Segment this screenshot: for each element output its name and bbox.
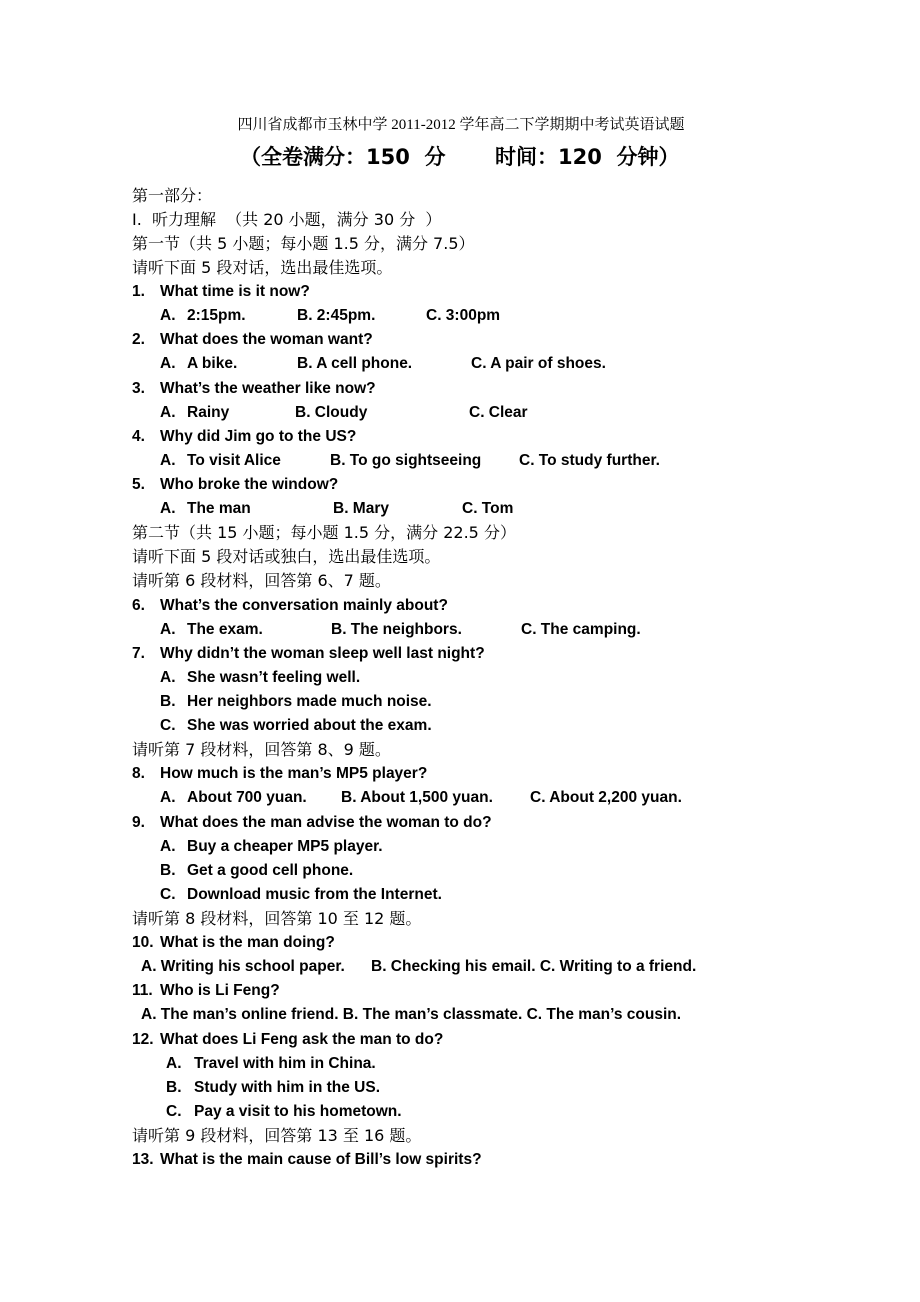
option-c: C. Clear (469, 404, 528, 421)
option-b: B. Cloudy (295, 404, 368, 421)
option-b: Study with him in the US. (194, 1079, 380, 1096)
section2-instruction: 请听下面 5 段对话或独白，选出最佳选项。 (132, 547, 441, 566)
option-letter: A. (160, 621, 176, 638)
question-text: What’s the weather like now? (160, 380, 376, 397)
question-number: 3. (132, 380, 145, 397)
question-text: Why did Jim go to the US? (160, 428, 357, 445)
question-number: 10. (132, 934, 154, 951)
full-score: （全卷满分：150 分 (240, 145, 446, 169)
question-text: What does Li Feng ask the man to do? (160, 1031, 444, 1048)
material-instruction: 请听第 9 段材料，回答第 13 至 16 题。 (132, 1126, 422, 1145)
option-letter: A. (160, 307, 176, 324)
exam-title: 四川省成都市玉林中学 2011-2012 学年高二下学期期中考试英语试题 (237, 117, 685, 133)
option-a: Buy a cheaper MP5 player. (187, 838, 383, 855)
option-a: Travel with him in China. (194, 1055, 376, 1072)
option-letter: C. (160, 717, 176, 734)
option-c: She was worried about the exam. (187, 717, 432, 734)
option-letter: A. (160, 838, 176, 855)
option-letter: A. (160, 669, 176, 686)
option-b: B. A cell phone. (297, 355, 413, 372)
option-a: Rainy (187, 404, 230, 421)
option-letter: A. (160, 500, 176, 517)
option-letter: B. (160, 862, 176, 879)
time-limit: 时间：120 分钟） (495, 145, 680, 169)
question-number: 12. (132, 1031, 154, 1048)
option-b: B. To go sightseeing (330, 452, 482, 469)
question-text: Why didn’t the woman sleep well last night? (160, 645, 485, 662)
option-letter: A. (160, 355, 176, 372)
option-a: About 700 yuan. (187, 789, 307, 806)
option-a: A. Writing his school paper. (141, 958, 345, 975)
option-c: Pay a visit to his hometown. (194, 1103, 402, 1120)
section1-heading: 第一节（共 5 小题；每小题 1.5 分，满分 7.5） (132, 234, 475, 253)
option-a: To visit Alice (187, 452, 281, 469)
question-text: Who broke the window? (160, 476, 339, 493)
option-letter: C. (166, 1103, 182, 1120)
option-c: C. Tom (462, 500, 514, 517)
question-text: What is the main cause of Bill’s low spirits? (160, 1151, 482, 1168)
option-b: B. The neighbors. (331, 621, 462, 638)
option-letter: C. (160, 886, 176, 903)
section2-heading: 第二节（共 15 小题；每小题 1.5 分，满分 22.5 分） (132, 523, 516, 542)
material-instruction: 请听第 6 段材料，回答第 6、7 题。 (132, 571, 391, 590)
question-text: Who is Li Feng? (160, 982, 280, 999)
option-letter: B. (160, 693, 176, 710)
question-number: 5. (132, 476, 145, 493)
question-text: What’s the conversation mainly about? (160, 597, 448, 614)
question-text: What does the man advise the woman to do? (160, 814, 492, 831)
option-b: B. About 1,500 yuan. (341, 789, 493, 806)
option-c: C. A pair of shoes. (471, 355, 606, 372)
part-heading: 第一部分： (132, 186, 213, 205)
option-letter: A. (160, 452, 176, 469)
question-text: What is the man doing? (160, 934, 335, 951)
section1-instruction: 请听下面 5 段对话，选出最佳选项。 (132, 258, 393, 277)
option-a: She wasn’t feeling well. (187, 669, 361, 686)
option-b: B. 2:45pm. (297, 307, 376, 324)
material-instruction: 请听第 8 段材料，回答第 10 至 12 题。 (132, 909, 422, 928)
question-text: How much is the man’s MP5 player? (160, 765, 428, 782)
option-a: A bike. (187, 355, 238, 372)
option-b: Her neighbors made much noise. (187, 693, 432, 710)
option-c: C. 3:00pm (426, 307, 501, 324)
question-text: What time is it now? (160, 283, 310, 300)
option-b: Get a good cell phone. (187, 862, 354, 879)
option-a: The exam. (187, 621, 263, 638)
material-instruction: 请听第 7 段材料，回答第 8、9 题。 (132, 740, 391, 759)
question-number: 9. (132, 814, 145, 831)
options-line: A. The man’s online friend. B. The man’s classmate. C. The man’s cousin. (141, 1006, 682, 1023)
question-number: 11. (132, 982, 153, 999)
question-number: 13. (132, 1151, 154, 1168)
option-b: B. Mary (333, 500, 389, 517)
option-letter: A. (166, 1055, 182, 1072)
option-letter: A. (160, 404, 176, 421)
option-bc: B. Checking his email. C. Writing to a friend. (371, 958, 697, 975)
option-letter: A. (160, 789, 176, 806)
question-number: 2. (132, 331, 145, 348)
question-number: 1. (132, 283, 145, 300)
question-text: What does the woman want? (160, 331, 373, 348)
option-c: Download music from the Internet. (187, 886, 442, 903)
option-a: The man (187, 500, 251, 517)
option-letter: B. (166, 1079, 182, 1096)
question-number: 6. (132, 597, 145, 614)
option-c: C. About 2,200 yuan. (530, 789, 682, 806)
option-c: C. To study further. (519, 452, 660, 469)
question-number: 7. (132, 645, 145, 662)
option-a: 2:15pm. (187, 307, 246, 324)
question-number: 8. (132, 765, 145, 782)
question-number: 4. (132, 428, 145, 445)
listening-heading: I. 听力理解 （共 20 小题，满分 30 分 ） (132, 210, 442, 229)
option-c: C. The camping. (521, 621, 641, 638)
